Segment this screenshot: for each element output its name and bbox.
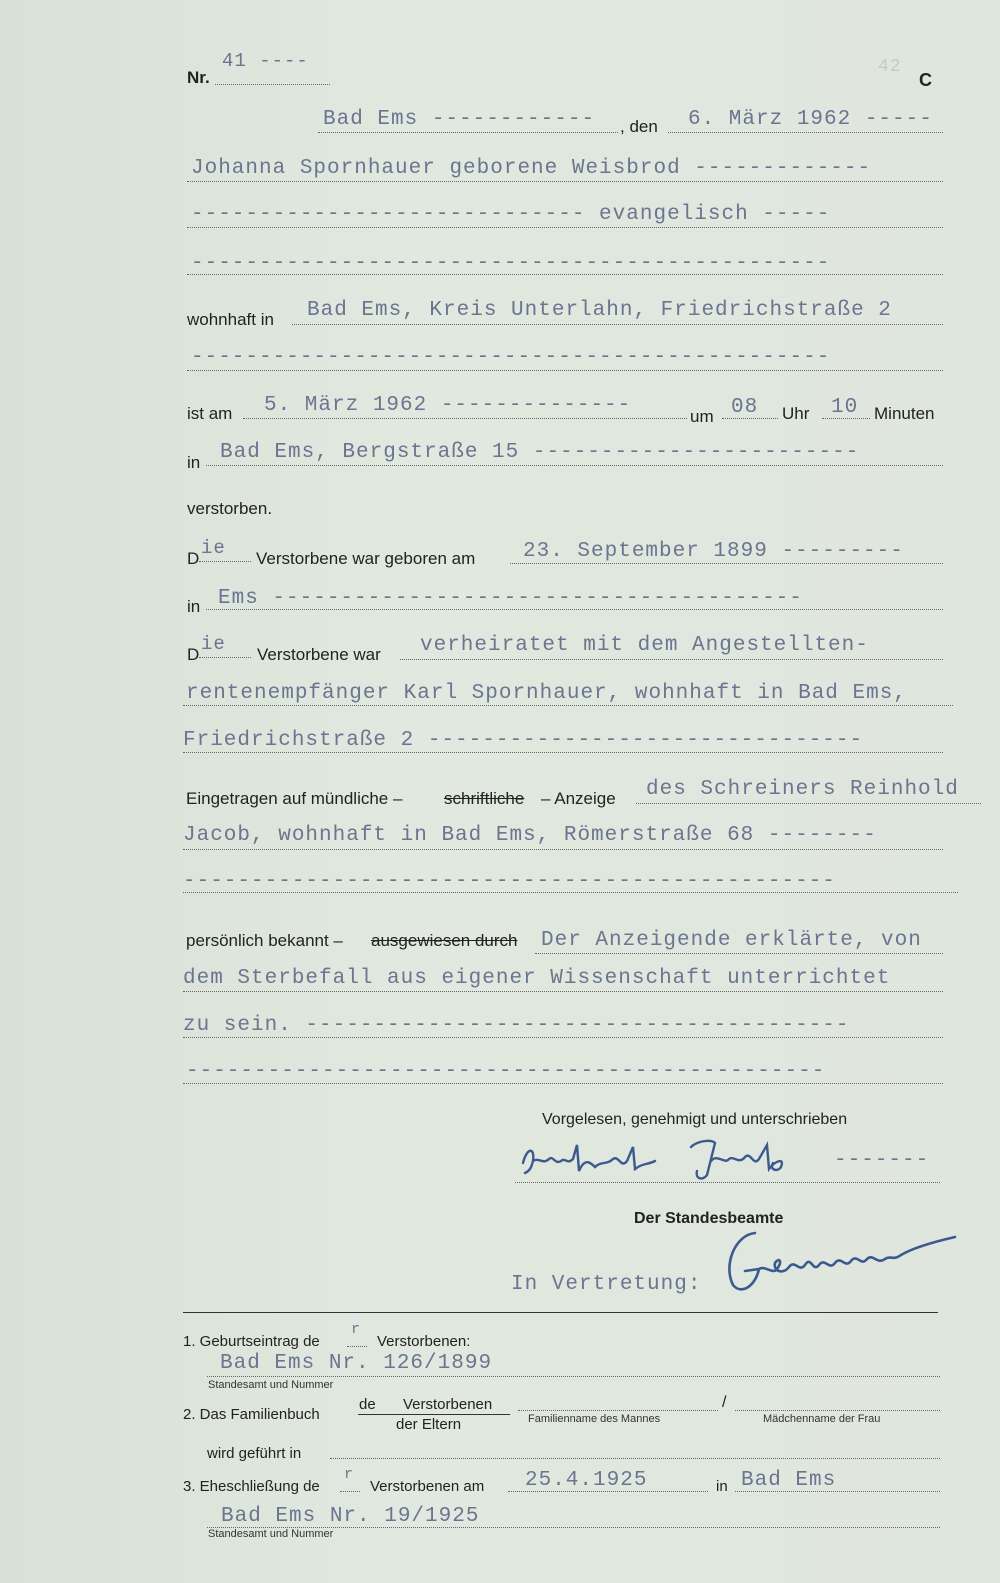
residence-value: Bad Ems, Kreis Unterlahn, Friedrichstraße 2: [307, 299, 892, 322]
informant-signature-line: [515, 1182, 940, 1183]
footer-rule: [183, 1312, 938, 1313]
deceased-name-line: Johanna Spornhauer geborene Weisbrod -------------: [191, 157, 872, 180]
footer-item3-label: Verstorbenen am: [370, 1478, 485, 1495]
item2-gefuehrt-line: [330, 1458, 940, 1459]
birth-article-line: [199, 561, 251, 562]
death-hour: 08: [731, 396, 759, 419]
footer-item3-prefix: 3. Eheschließung de: [183, 1478, 320, 1495]
verstorben-label: verstorben.: [187, 499, 273, 518]
form-letter: C: [919, 70, 932, 90]
registration-date: 6. März 1962 -----: [688, 108, 933, 131]
date-line: [668, 132, 943, 133]
item1-sup-line: [347, 1346, 367, 1347]
registration-place: Bad Ems ------------: [323, 108, 596, 131]
report-dotline-2: [183, 849, 943, 850]
uhr-label: Uhr: [782, 404, 810, 423]
birth-in-label: in: [187, 597, 201, 616]
marriage-line-1: verheiratet mit dem Angestellten-: [420, 634, 869, 657]
marriage-d-label: D: [187, 645, 200, 664]
footer-item2-eltern: der Eltern: [396, 1416, 462, 1433]
report-dotline-1: [636, 803, 981, 804]
footer-item3-sup: r: [344, 1466, 355, 1483]
death-date-line: [243, 418, 687, 419]
footer-item1-suffix: Verstorbenen:: [377, 1333, 471, 1350]
footer-item2-slash: /: [722, 1394, 727, 1411]
item1-value-line: [207, 1376, 940, 1377]
ghost-number: 42: [878, 57, 902, 77]
death-date: 5. März 1962 --------------: [264, 394, 632, 417]
marriage-article: ie: [201, 633, 226, 655]
footer-item2-gefuehrt: wird geführt in: [207, 1445, 302, 1462]
birth-place: Ems ---------------------------------------: [218, 587, 803, 610]
identity-line-2: dem Sterbefall aus eigener Wissenschaft unterrichtet: [183, 967, 891, 990]
residence-dash-line: -----------------------------------------------: [191, 346, 831, 369]
marriage-line-3: Friedrichstraße 2 --------------------------------: [183, 729, 864, 752]
registrar-label: Der Standesbeamte: [634, 1210, 784, 1227]
identity-line-1: Der Anzeigende erklärte, von: [541, 929, 922, 952]
birth-date: 23. September 1899 ---------: [523, 540, 904, 563]
nr-value: 41 ----: [222, 50, 309, 72]
identity-label-struck: ausgewiesen durch: [371, 931, 518, 950]
marriage-dotline-3: [183, 752, 943, 753]
identity-dotline-4: [183, 1083, 943, 1084]
nr-line: [215, 84, 330, 85]
identity-dotline-3: [183, 1037, 943, 1038]
report-line-2: Jacob, wohnhaft in Bad Ems, Römerstraße 68 --------: [183, 824, 877, 847]
birth-d-label: D: [187, 549, 200, 568]
footer-item2-caption-husband: Familienname des Mannes: [528, 1413, 661, 1425]
marriage-dotline-2: [183, 705, 953, 706]
footer-item3-in: in: [716, 1478, 728, 1495]
informant-dashes: -------: [834, 1149, 930, 1172]
minuten-label: Minuten: [874, 404, 935, 423]
report-label-prefix: Eingetragen auf mündliche –: [186, 789, 403, 808]
identity-label-prefix: persönlich bekannt –: [186, 931, 343, 950]
religion-line: ----------------------------- evangelisch -----: [191, 203, 831, 226]
marriage-dotline-1: [400, 659, 943, 660]
birth-date-line: [510, 563, 943, 564]
blank-dash-line: -----------------------------------------------: [191, 252, 831, 275]
marriage-label: Verstorbene war: [257, 645, 381, 664]
residence-dotline-2: [187, 370, 943, 371]
footer-item1-prefix: 1. Geburtseintrag de: [183, 1333, 320, 1350]
identity-line-4: -----------------------------------------------: [186, 1060, 826, 1083]
footer-item3-value: Bad Ems Nr. 19/1925: [221, 1505, 480, 1528]
footer-item1-caption: Standesamt und Nummer: [208, 1379, 334, 1391]
item3-date-line: [508, 1491, 708, 1492]
hour-line: [722, 418, 778, 419]
identity-dotline-2: [183, 991, 943, 992]
birth-label: Verstorbene war geboren am: [256, 549, 476, 568]
footer-item2-caption-wife: Mädchenname der Frau: [763, 1413, 881, 1425]
report-line-1: des Schreiners Reinhold: [646, 778, 959, 801]
deputy-label: In Vertretung:: [511, 1273, 702, 1296]
report-label-suffix: – Anzeige: [541, 789, 616, 808]
footer-item2-verstorbenen: Verstorbenen: [403, 1396, 493, 1413]
item2-wife-line: [735, 1410, 940, 1411]
ist-am-label: ist am: [187, 404, 233, 423]
death-minutes: 10: [831, 396, 859, 419]
report-dotline-3: [183, 892, 958, 893]
birth-place-line: [206, 609, 943, 610]
registrar-signature: [715, 1225, 965, 1300]
item2-husband-line: [518, 1410, 718, 1411]
footer-item1-value: Bad Ems Nr. 126/1899: [220, 1352, 493, 1375]
item2-fraction-line: [358, 1414, 510, 1415]
nr-label: Nr.: [187, 68, 210, 87]
footer-item2-label: 2. Das Familienbuch: [183, 1406, 320, 1423]
blank-dotline: [187, 274, 943, 275]
read-approved-label: Vorgelesen, genehmigt und unterschrieben: [542, 1111, 848, 1128]
footer-item2-de: de: [359, 1396, 376, 1413]
footer-item1-sup: r: [351, 1321, 362, 1338]
death-place-line: [206, 465, 943, 466]
um-label: um: [690, 407, 714, 426]
footer-item3-date: 25.4.1925: [525, 1469, 648, 1492]
footer-item3-place: Bad Ems: [741, 1469, 837, 1492]
den-label: , den: [620, 117, 658, 136]
death-in-label: in: [187, 453, 201, 472]
birth-article: ie: [201, 537, 226, 559]
informant-signature: [515, 1135, 825, 1185]
report-line-3: ------------------------------------------------: [183, 870, 836, 893]
religion-dotline: [187, 227, 943, 228]
item3-sup-line: [340, 1491, 360, 1492]
name-line: [187, 181, 943, 182]
death-place: Bad Ems, Bergstraße 15 ------------------------: [220, 441, 860, 464]
identity-dotline-1: [535, 953, 943, 954]
marriage-line-2: rentenempfänger Karl Spornhauer, wohnhaft in Bad Ems,: [186, 682, 907, 705]
place-line: [318, 132, 618, 133]
residence-label: wohnhaft in: [187, 310, 274, 329]
item3-place-line: [735, 1491, 940, 1492]
residence-dotline: [292, 324, 943, 325]
identity-line-3: zu sein. ----------------------------------------: [183, 1014, 850, 1037]
marriage-article-line: [199, 657, 251, 658]
report-label-struck: schriftliche: [444, 789, 525, 808]
footer-item3-caption: Standesamt und Nummer: [208, 1528, 334, 1540]
minutes-line: [822, 418, 870, 419]
